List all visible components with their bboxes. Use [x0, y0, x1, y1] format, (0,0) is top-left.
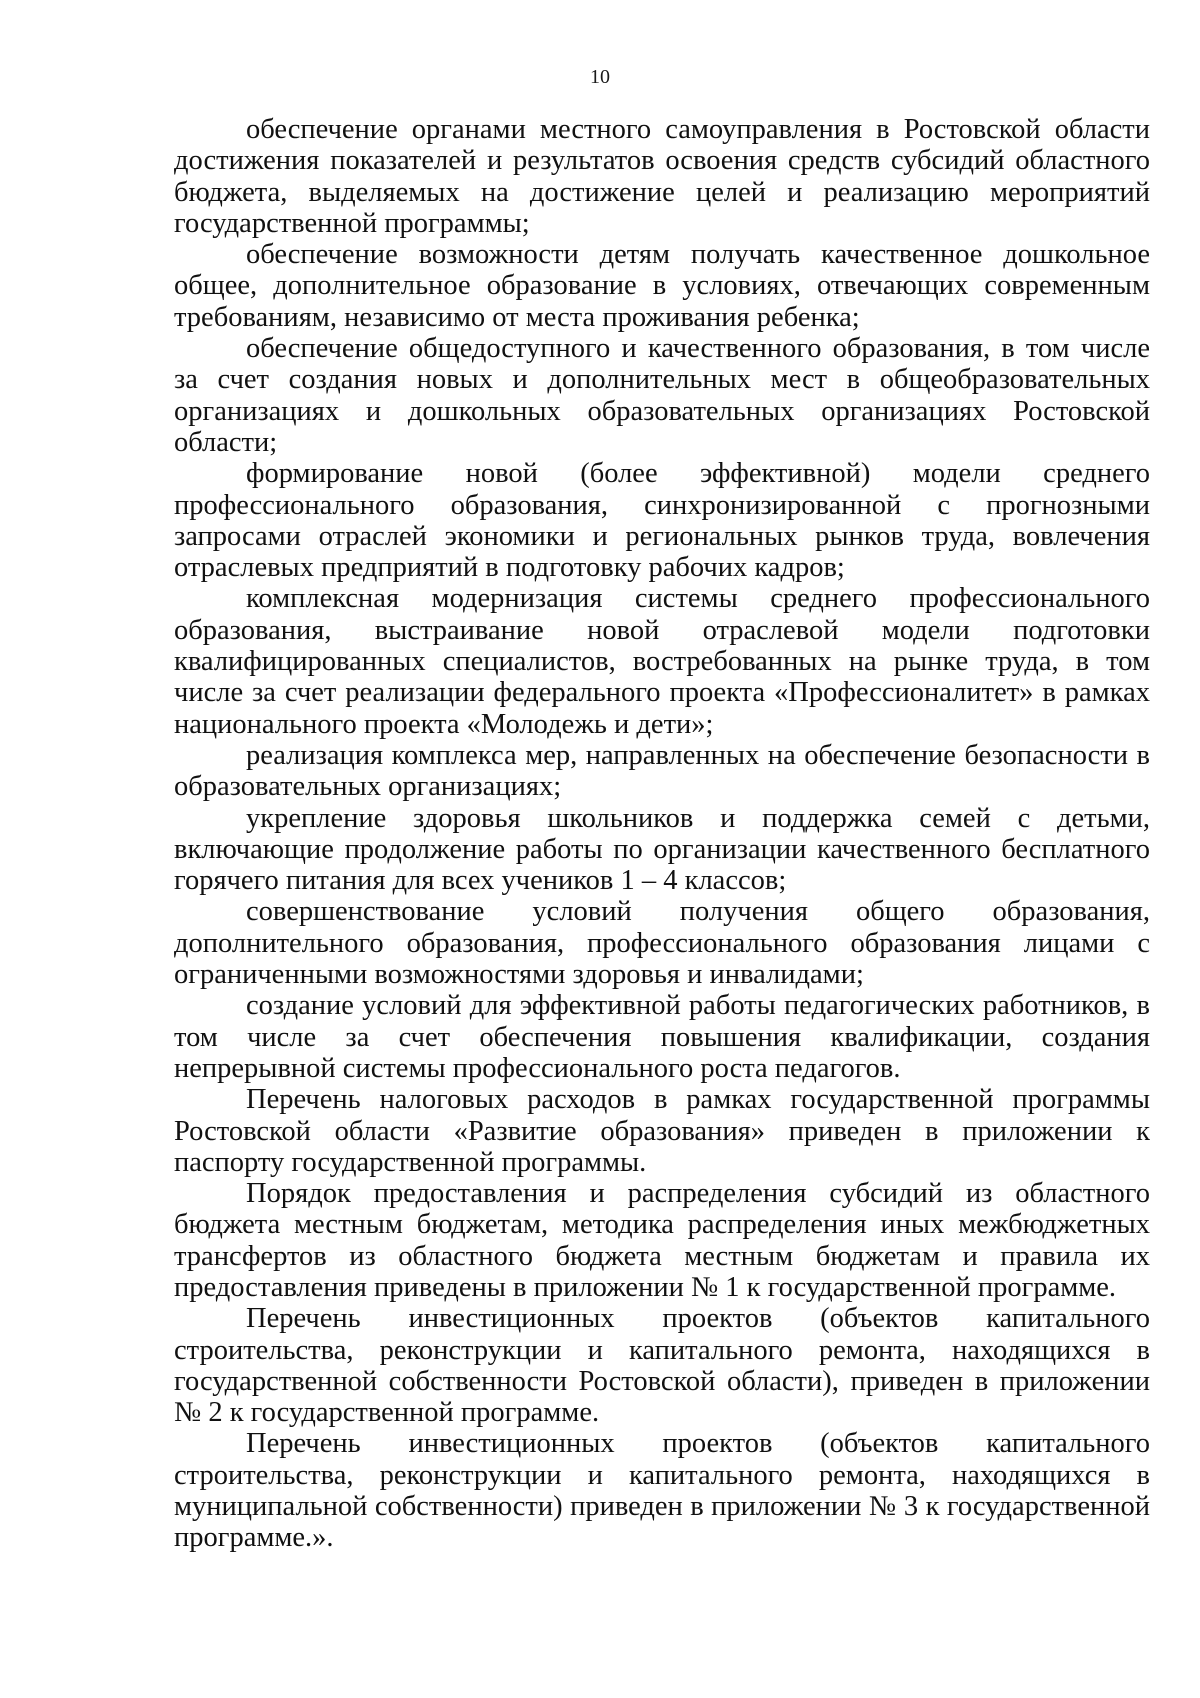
paragraph: укрепление здоровья школьников и поддержка семей с детьми, включающие продолжение работы по организации качественного бесплатного горячего питания для всех учеников 1 – 4 классов; — [174, 802, 1150, 897]
paragraph: реализация комплекса мер, направленных на обеспечение безопасности в образовательных организациях; — [174, 739, 1150, 803]
paragraph: Перечень инвестиционных проектов (объектов капитального строительства, реконструкции и капитального ремонта, находящихся в государственной собственности Ростовской области), приведен в приложении № 2 к государственной программе. — [174, 1303, 1150, 1429]
paragraph: Перечень инвестиционных проектов (объектов капитального строительства, реконструкции и капитального ремонта, находящихся в муниципальной собственности) приведен в приложении № 3 к государственной программе.». — [174, 1428, 1150, 1554]
paragraph: комплексная модернизация системы среднего профессионального образования, выстраивание новой отраслевой модели подготовки квалифицированных специалистов, востребованных на рынке труда, в том числе за счет реализации федерального проекта «Профессионалитет» в рамках национального проекта «Молодежь и дети»; — [174, 583, 1150, 740]
paragraph: формирование новой (более эффективной) модели среднего профессионального образования, синхронизированной с прогнозными запросами отраслей экономики и региональных рынков труда, вовлечения отраслевых предприятий в подготовку рабочих кадров; — [174, 458, 1150, 584]
page-number: 10 — [590, 66, 610, 88]
paragraph: обеспечение органами местного самоуправления в Ростовской области достижения показателей и результатов освоения средств субсидий областного бюджета, выделяемых на достижение целей и реализацию мероприятий государственной программы; — [174, 114, 1150, 239]
paragraph: обеспечение общедоступного и качественного образования, в том числе за счет создания новых и дополнительных мест в общеобразовательных организациях и дошкольных образовательных организациях Ростовской области; — [174, 333, 1150, 458]
paragraph: создание условий для эффективной работы педагогических работников, в том числе за счет обеспечения повышения квалификации, создания непрерывной системы профессионального роста педагогов. — [174, 990, 1150, 1084]
document-body — [174, 114, 1150, 1554]
paragraph: Перечень налоговых расходов в рамках государственной программы Ростовской области «Развитие образования» приведен в приложении к паспорту государственной программы. — [174, 1084, 1150, 1178]
paragraph: обеспечение возможности детям получать качественное дошкольное общее, дополнительное образование в условиях, отвечающих современным требованиям, независимо от места проживания ребенка; — [174, 239, 1150, 333]
paragraph: Порядок предоставления и распределения субсидий из областного бюджета местным бюджетам, методика распределения иных межбюджетных трансфертов из областного бюджета местным бюджетам и правила их предоставления приведены в приложении № 1 к государственной программе. — [174, 1178, 1150, 1303]
paragraph: совершенствование условий получения общего образования, дополнительного образования, профессионального образования лицами с ограниченными возможностями здоровья и инвалидами; — [174, 896, 1150, 991]
